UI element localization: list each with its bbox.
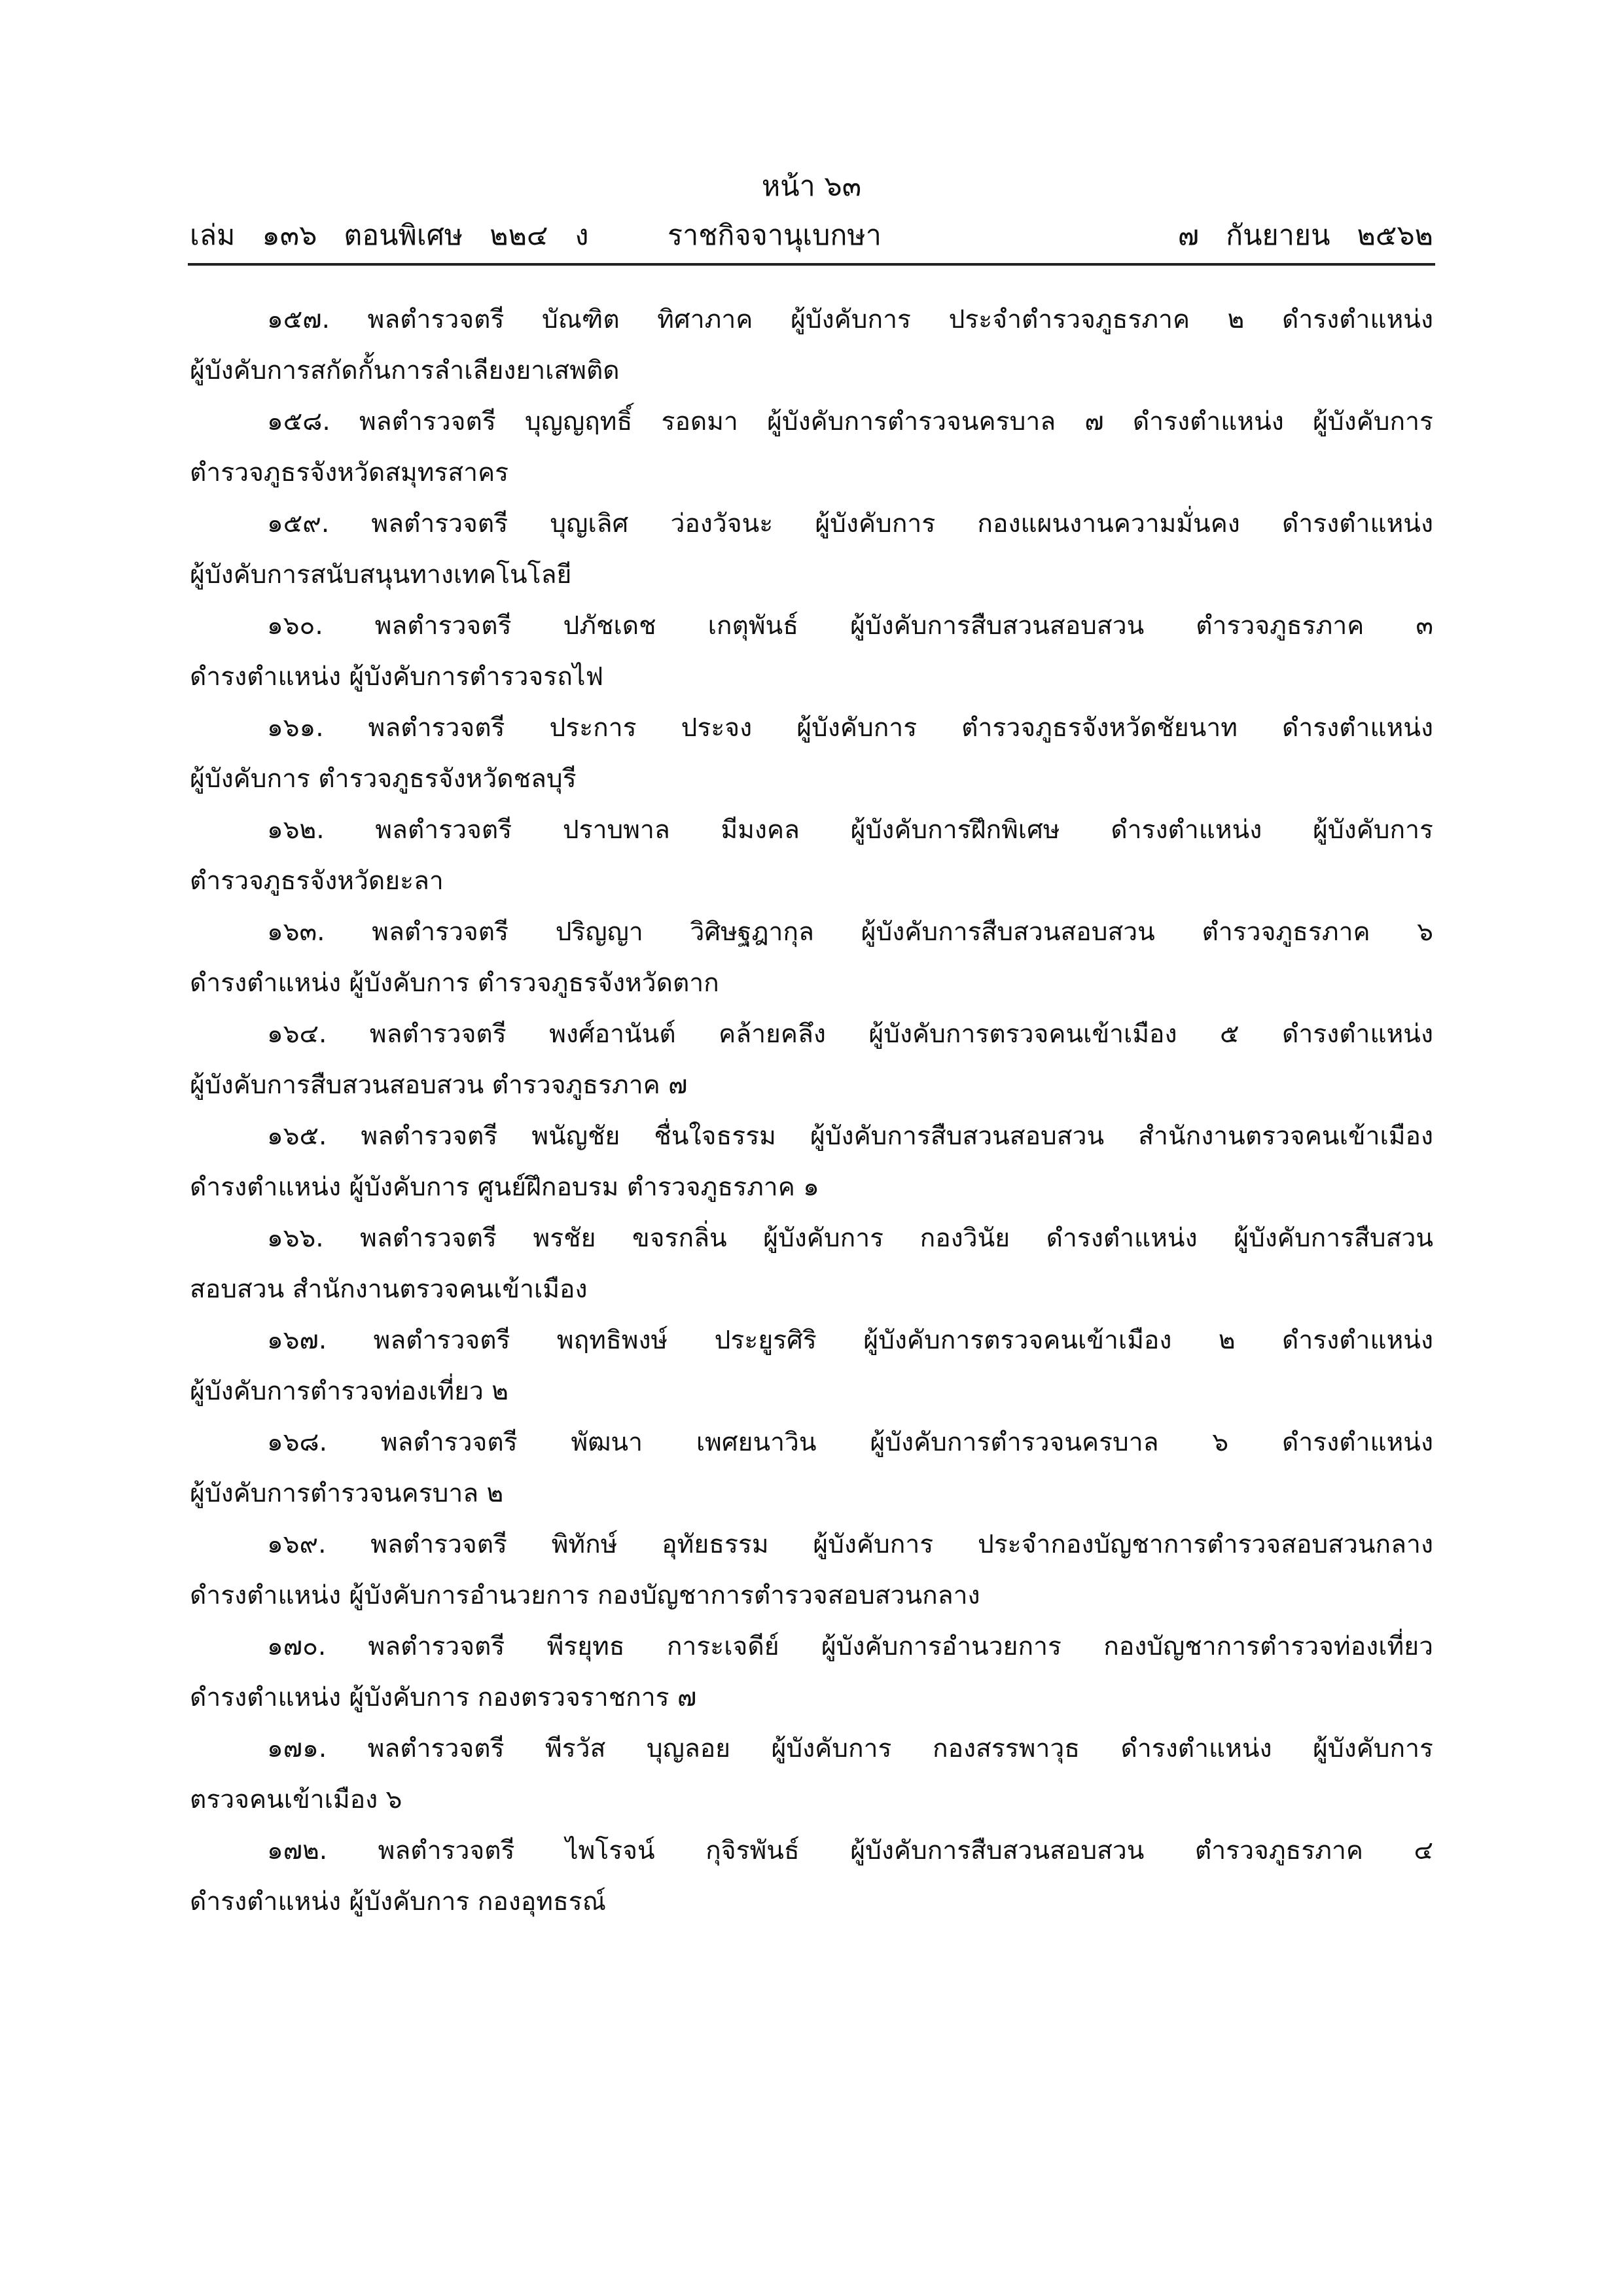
entry-second-line: ผู้บังคับการ ตำรวจภูธรจังหวัดชลบุรี [190, 764, 577, 794]
list-item [190, 397, 1433, 499]
list-item [190, 1315, 1433, 1417]
entry-second-line: ผู้บังคับการสกัดกั้นการลำเลียงยาเสพติด [190, 356, 620, 385]
entry-first-line: ๑๖๙. พลตำรวจตรี พิทักษ์ อุทัยธรรม ผู้บังคับการ ประจำกองบัญชาการตำรวจสอบสวนกลาง [267, 1530, 1433, 1559]
publication-date: ๗ กันยายน ๒๕๖๒ [1177, 219, 1433, 252]
entry-first-line: ๑๖๕. พลตำรวจตรี พนัญชัย ชื่นใจธรรม ผู้บังคับการสืบสวนสอบสวน สำนักงานตรวจคนเข้าเมือง [267, 1122, 1433, 1151]
entry-second-line: สอบสวน สำนักงานตรวจคนเข้าเมือง [190, 1275, 588, 1304]
entry-second-line: ดำรงตำแหน่ง ผู้บังคับการ กองอุทธรณ์ [190, 1887, 606, 1916]
entry-second-line: ผู้บังคับการสืบสวนสอบสวน ตำรวจภูธรภาค ๗ [190, 1070, 688, 1100]
entry-second-line: ดำรงตำแหน่ง ผู้บังคับการ กองตรวจราชการ ๗ [190, 1683, 697, 1712]
entry-first-line: ๑๕๙. พลตำรวจตรี บุญเลิศ ว่องวัจนะ ผู้บังคับการ กองแผนงานความมั่นคง ดำรงตำแหน่ง [267, 509, 1433, 539]
header-divider [188, 263, 1435, 266]
entry-second-line: ผู้บังคับการตำรวจนครบาล ๒ [190, 1479, 504, 1508]
entry-first-line: ๑๖๒. พลตำรวจตรี ปราบพาล มีมงคล ผู้บังคับการฝึกพิเศษ ดำรงตำแหน่ง ผู้บังคับการ [267, 815, 1433, 845]
entry-second-line: ผู้บังคับการตำรวจท่องเที่ยว ๒ [190, 1377, 508, 1406]
appointment-list [190, 294, 1433, 1928]
entry-first-line: ๑๖๘. พลตำรวจตรี พัฒนา เพศยนาวิน ผู้บังคับการตำรวจนครบาล ๖ ดำรงตำแหน่ง [267, 1428, 1433, 1457]
list-item [190, 1009, 1433, 1111]
list-item [190, 1621, 1433, 1723]
list-item [190, 499, 1433, 601]
entry-first-line: ๑๕๘. พลตำรวจตรี บุญญฤทธิ์ รอดมา ผู้บังคับการตำรวจนครบาล ๗ ดำรงตำแหน่ง ผู้บังคับการ [267, 407, 1433, 436]
entry-first-line: ๑๗๐. พลตำรวจตรี พีรยุทธ การะเจดีย์ ผู้บังคับการอำนวยการ กองบัญชาการตำรวจท่องเที่ยว [267, 1632, 1433, 1661]
list-item [190, 1111, 1433, 1213]
entry-second-line: ตำรวจภูธรจังหวัดยะลา [190, 866, 444, 896]
entry-second-line: ดำรงตำแหน่ง ผู้บังคับการ ตำรวจภูธรจังหวัดตาก [190, 968, 719, 998]
page-number: หน้า ๖๓ [761, 170, 862, 203]
list-item [190, 601, 1433, 703]
list-item [190, 294, 1433, 397]
gazette-header [190, 213, 1433, 258]
list-item [190, 1417, 1433, 1519]
entry-first-line: ๑๖๗. พลตำรวจตรี พฤทธิพงษ์ ประยูรศิริ ผู้บังคับการตรวจคนเข้าเมือง ๒ ดำรงตำแหน่ง [267, 1326, 1433, 1355]
entry-first-line: ๑๗๑. พลตำรวจตรี พีรวัส บุญลอย ผู้บังคับการ กองสรรพาวุธ ดำรงตำแหน่ง ผู้บังคับการ [267, 1734, 1433, 1763]
entry-first-line: ๑๗๒. พลตำรวจตรี ไพโรจน์ กุจิรพันธ์ ผู้บังคับการสืบสวนสอบสวน ตำรวจภูธรภาค ๔ [267, 1836, 1433, 1865]
entry-first-line: ๑๖๓. พลตำรวจตรี ปริญญา วิศิษฐฎากุล ผู้บังคับการสืบสวนสอบสวน ตำรวจภูธรภาค ๖ [267, 917, 1433, 947]
gazette-title: ราชกิจจานุเบกษา [668, 219, 882, 252]
entry-second-line: ผู้บังคับการสนับสนุนทางเทคโนโลยี [190, 560, 572, 590]
list-item [190, 1519, 1433, 1621]
entry-first-line: ๑๖๐. พลตำรวจตรี ปภัชเดช เกตุพันธ์ ผู้บังคับการสืบสวนสอบสวน ตำรวจภูธรภาค ๓ [267, 611, 1433, 641]
entry-second-line: ตรวจคนเข้าเมือง ๖ [190, 1785, 402, 1814]
list-item [190, 703, 1433, 805]
entry-second-line: ดำรงตำแหน่ง ผู้บังคับการตำรวจรถไฟ [190, 662, 604, 692]
list-item [190, 1826, 1433, 1928]
list-item [190, 1213, 1433, 1315]
entry-second-line: ตำรวจภูธรจังหวัดสมุทรสาคร [190, 458, 509, 487]
entry-second-line: ดำรงตำแหน่ง ผู้บังคับการ ศูนย์ฝึกอบรม ตำรวจภูธรภาค ๑ [190, 1173, 819, 1202]
volume-issue: เล่ม ๑๓๖ ตอนพิเศษ ๒๒๔ ง [190, 219, 589, 252]
list-item [190, 1723, 1433, 1826]
entry-first-line: ๑๖๑. พลตำรวจตรี ประการ ประจง ผู้บังคับการ ตำรวจภูธรจังหวัดชัยนาท ดำรงตำแหน่ง [267, 713, 1433, 743]
list-item [190, 805, 1433, 907]
entry-first-line: ๑๖๔. พลตำรวจตรี พงศ์อานันต์ คล้ายคลึง ผู้บังคับการตรวจคนเข้าเมือง ๕ ดำรงตำแหน่ง [267, 1019, 1433, 1049]
entry-first-line: ๑๕๗. พลตำรวจตรี บัณฑิต ทิศาภาค ผู้บังคับการ ประจำตำรวจภูธรภาค ๒ ดำรงตำแหน่ง [267, 305, 1433, 334]
list-item [190, 907, 1433, 1009]
entry-second-line: ดำรงตำแหน่ง ผู้บังคับการอำนวยการ กองบัญชาการตำรวจสอบสวนกลาง [190, 1581, 980, 1610]
entry-first-line: ๑๖๖. พลตำรวจตรี พรชัย ขจรกลิ่น ผู้บังคับการ กองวินัย ดำรงตำแหน่ง ผู้บังคับการสืบสวน [267, 1224, 1433, 1253]
